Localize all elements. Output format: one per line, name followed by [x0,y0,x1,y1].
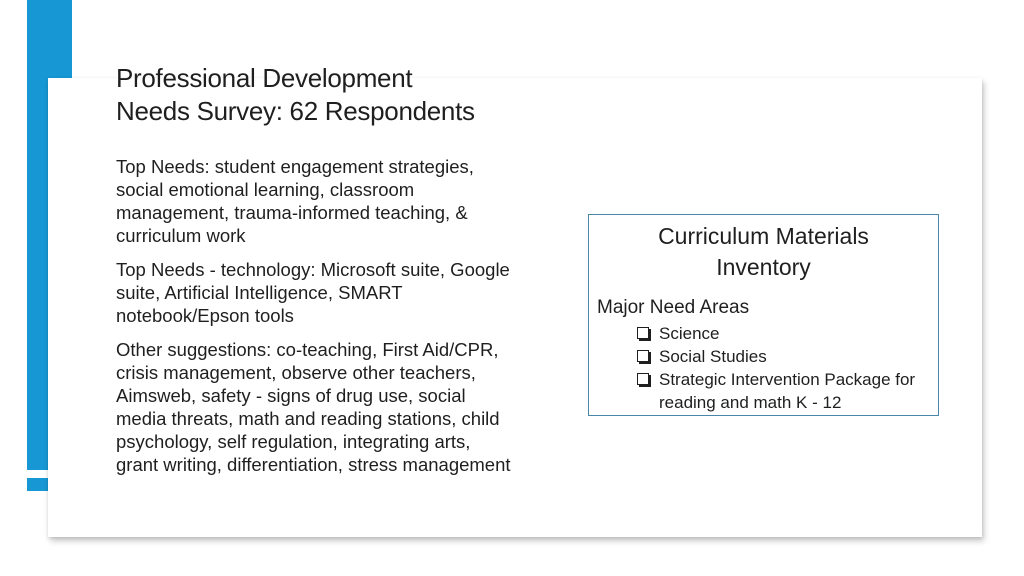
top-needs-paragraph: Top Needs: student engagement strategies, social emotional learning, classroom management, trauma-informed teaching, & curriculum work [116,156,474,246]
slide-title [116,62,576,128]
list-item [635,322,925,345]
need-areas-list [635,322,925,414]
inventory-title-line-2: Inventory [716,254,811,280]
accent-bar-side [27,78,48,470]
checkbox-bullet-icon [637,373,649,385]
accent-square [27,478,48,491]
need-area-science: Science [659,324,720,343]
checkbox-bullet-icon [637,327,649,339]
curriculum-inventory-box [588,214,939,416]
slide-title-line-1: Professional Development [116,63,413,93]
survey-findings [116,155,516,487]
inventory-title [589,221,938,283]
list-item [635,345,925,368]
list-item [635,368,925,414]
inventory-title-line-1: Curriculum Materials [658,223,869,249]
slide-title-line-2: Needs Survey: 62 Respondents [116,96,475,126]
need-area-intervention-package: Strategic Intervention Package for reading and math K - 12 [659,370,916,412]
checkbox-bullet-icon [637,350,649,362]
other-suggestions-paragraph: Other suggestions: co-teaching, First Aid/CPR, crisis management, observe other teachers, Aimsweb, safety - signs of drug use, social media threats, math and reading stations, child psychology, self regulation, integrating arts, grant writing, differentiation, stress management [116,339,511,475]
accent-bar-top [27,0,72,78]
top-needs-technology-paragraph: Top Needs - technology: Microsoft suite, Google suite, Artificial Intelligence, SMART notebook/Epson tools [116,259,510,326]
need-area-social-studies: Social Studies [659,347,767,366]
major-need-areas-heading: Major Need Areas [597,297,750,318]
